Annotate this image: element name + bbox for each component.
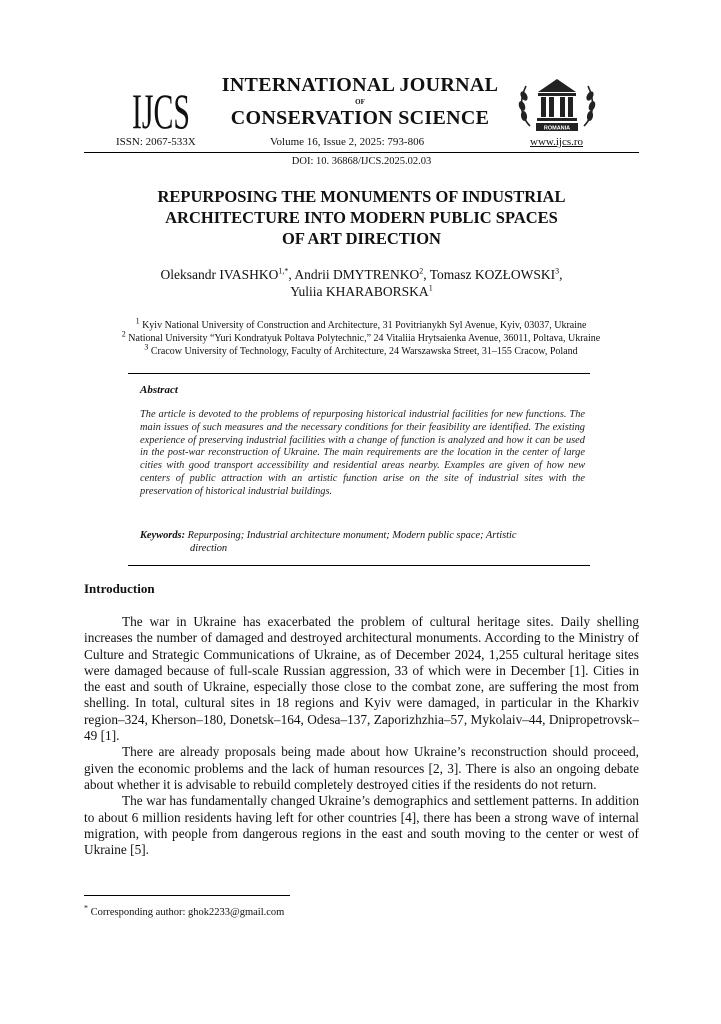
keywords [140, 530, 585, 556]
journal-name-line2: CONSERVATION SCIENCE [230, 107, 490, 129]
journal-name-of: OF [355, 98, 365, 106]
author-affiliation-mark: 3 [555, 266, 560, 276]
author-name: Oleksandr IVASHKO [160, 267, 279, 282]
footnote [84, 903, 285, 918]
author-name: Tomasz KOZŁOWSKI [429, 267, 556, 282]
journal-website-link[interactable]: www.ijcs.ro [530, 136, 584, 148]
abstract-text: The article is devoted to the problems of repurposing historical industrial facilities for new functions. The main issues of such measures and the necessary conditions for their feasibility are identified. The existing experience of preserving industrial facilities with a change of function is analyzed and how it can be used in the post-war reconstruction of Ukraine. The main requirements are the location in the center of large cities with good transport accessibility and residential areas nearby. Examples are given of how new centers of public attraction with an artistic function arise on the site of industrial sites with the preservation of historical industrial buildings. [140, 409, 585, 497]
author-name: Yuliia KHARABORSKA [290, 284, 429, 299]
affiliation [70, 342, 652, 358]
affiliation [70, 329, 652, 345]
affiliation-list [70, 316, 652, 358]
section-heading-introduction: Introduction [84, 581, 155, 596]
affiliation-text: Kyiv National University of Construction and Architecture, 31 Povitrianykh Syl Avenue, Kyiv, 03037, Ukraine [142, 320, 587, 331]
paragraph: The war has fundamentally changed Ukraine’s demographics and settlement patterns. In addition to about 6 million residents having left for other countries [4], there has been a strong wave of internal migration, with people from dangerous regions in the east and south moving to the center or west of Ukraine [5]. [84, 793, 639, 858]
affiliation [70, 316, 652, 332]
volume-issue: Volume 16, Issue 2, 2025: 793-806 [270, 136, 425, 148]
affiliation-text: Cracow University of Technology, Faculty of Architecture, 24 Warszawska Street, 31–155 Cracow, Poland [150, 346, 578, 357]
author-affiliation-mark: 1,* [278, 266, 289, 276]
journal-name-line1: INTERNATIONAL JOURNAL [221, 74, 499, 96]
title-line: REPURPOSING THE MONUMENTS OF INDUSTRIAL [157, 187, 566, 206]
keywords-label: Keywords: [140, 530, 186, 541]
affiliation-mark: 1 [135, 316, 140, 326]
keywords-list-continued: direction [190, 542, 228, 554]
article-title [84, 186, 639, 249]
author-affiliation-mark: 1 [428, 283, 433, 293]
affiliation-mark: 2 [121, 329, 126, 339]
body-text [84, 614, 639, 858]
abstract-heading: Abstract [140, 384, 178, 396]
footnote-divider [84, 895, 290, 896]
keywords-list: Repurposing; Industrial architecture monument; Modern public space; Artistic [187, 530, 517, 541]
ijcs-logo [130, 82, 192, 139]
author-name: Andrii DMYTRENKO [294, 267, 420, 282]
affiliation-text: National University “Yuri Kondratyuk Poltava Polytechnic,” 24 Vitaliia Hrytsaienka Avenue, 36011, Poltava, Ukraine [128, 333, 601, 344]
ijcs-logo-text: IJCS [132, 83, 190, 139]
paragraph: There are already proposals being made about how Ukraine’s reconstruction should proceed, given the economic problems and the lack of human resources [2, 3]. There is also an ongoing debate about whether it is advisable to rebuild completely destroyed cities if the residents do not return. [84, 744, 639, 792]
abstract-bottom-rule [128, 565, 590, 566]
abstract-top-rule [128, 373, 590, 374]
paragraph: The war in Ukraine has exacerbated the problem of cultural heritage sites. Daily shelling increases the number of damaged and destroyed architectural monuments. According to the Ministry of Culture and Strategic Communications of Ukraine, as of December 2024, 1,255 cultural heritage sites were damaged because of full-scale Russian aggression, 33 of which were in December [1]. Cities in the east and south of Ukraine, especially those close to the combat zone, are suffering the most from shelling. In total, cultural sites in 18 regions and Kyiv were damaged, in particular in the Kharkiv region–324, Kherson–180, Donetsk–164, Odesa–137, Zaporizhzhia–57, Mykolaiv–44, Dnipropetrovsk–49 [1]. [84, 614, 639, 744]
title-line: ARCHITECTURE INTO MODERN PUBLIC SPACES [165, 208, 558, 227]
footnote-text: Corresponding author: ghok2233@gmail.com [90, 907, 285, 918]
issn: ISSN: 2067-533X [116, 136, 196, 148]
doi: DOI: 10. 36868/IJCS.2025.02.03 [291, 156, 432, 167]
header-divider [84, 152, 639, 153]
affiliation-mark: 3 [144, 342, 149, 352]
author-list: Oleksandr $IVASHKO^{1,*}$, Andrii DMYTRENKO$^2$, Tomasz KOZŁOWSKI$^3$, Yuliia KHARABORSKA$^1$ [160, 266, 563, 299]
author-affiliation-mark: 2 [419, 266, 424, 276]
society-emblem-logo [516, 76, 598, 136]
emblem-country-text: ROMANIA [543, 125, 571, 132]
title-line: OF ART DIRECTION [282, 229, 441, 248]
footnote-mark: * [84, 903, 88, 913]
